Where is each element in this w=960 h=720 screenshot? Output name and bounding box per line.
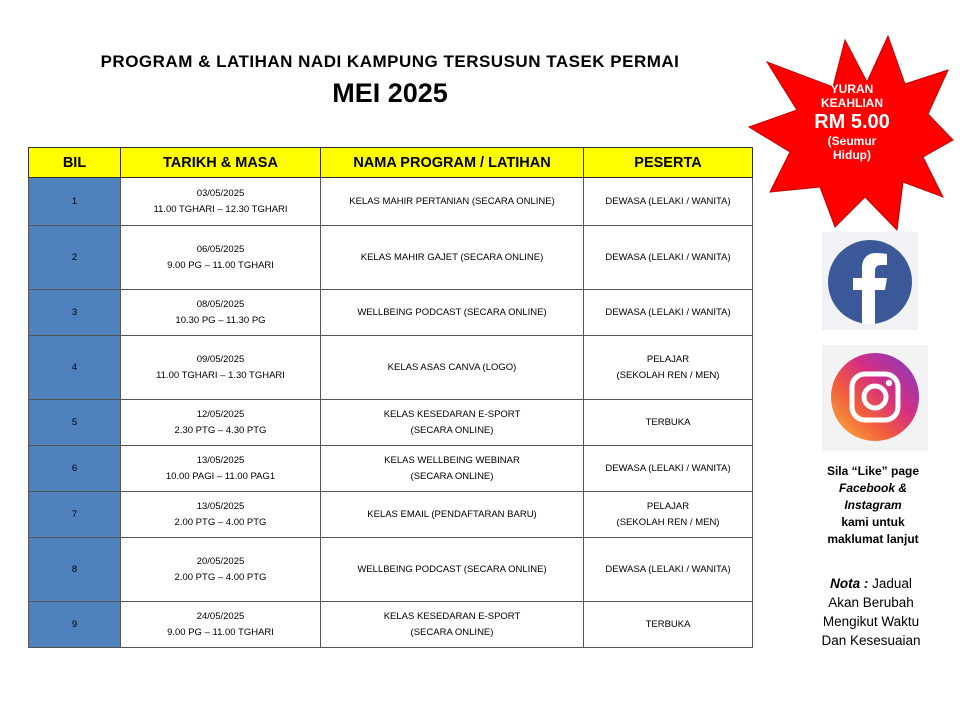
fee-line-hidup: Hidup) xyxy=(833,148,871,162)
row-program xyxy=(321,602,584,648)
table-row xyxy=(29,400,753,446)
row-program-line: KELAS ASAS CANVA (LOGO) xyxy=(387,361,517,373)
schedule-change-note: Nota : Jadual Akan Berubah Mengikut Waktu Dan Kesesuaian xyxy=(821,576,921,648)
row-program-line: WELLBEING PODCAST (SECARA ONLINE) xyxy=(357,306,547,318)
column-header-peserta: PESERTA xyxy=(584,148,753,178)
facebook-icon[interactable] xyxy=(822,232,918,330)
row-participants xyxy=(584,290,753,336)
table-row xyxy=(29,602,753,648)
row-date: 12/05/2025 xyxy=(196,408,245,420)
row-time: 10.30 PG – 11.30 PG xyxy=(175,314,266,326)
table-row xyxy=(29,290,753,336)
page-subtitle-month: MEI 2025 xyxy=(332,78,448,108)
row-time: 9.00 PG – 11.00 TGHARI xyxy=(167,259,274,271)
row-program xyxy=(321,336,584,400)
fee-amount: RM 5.00 xyxy=(814,111,890,133)
row-date-time xyxy=(121,538,321,602)
table-row xyxy=(29,226,753,290)
membership-fee-label xyxy=(800,82,904,162)
row-number: 5 xyxy=(29,400,121,446)
row-participants-line: (SEKOLAH REN / MEN) xyxy=(616,369,720,381)
row-program-line: KELAS MAHIR PERTANIAN (SECARA ONLINE) xyxy=(349,195,555,207)
row-program-line: KELAS KESEDARAN E-SPORT xyxy=(383,610,521,622)
row-participants xyxy=(584,400,753,446)
row-participants xyxy=(584,178,753,226)
row-participants-line: DEWASA (LELAKI / WANITA) xyxy=(605,195,731,207)
row-date: 13/05/2025 xyxy=(196,454,245,466)
row-program xyxy=(321,178,584,226)
row-participants xyxy=(584,226,753,290)
row-participants-line: DEWASA (LELAKI / WANITA) xyxy=(605,563,731,575)
row-time: 2.00 PTG – 4.00 PTG xyxy=(174,571,267,583)
row-program-line: (SECARA ONLINE) xyxy=(410,470,494,482)
row-participants xyxy=(584,492,753,538)
row-participants-line: DEWASA (LELAKI / WANITA) xyxy=(605,251,731,263)
schedule-table xyxy=(28,147,753,648)
row-program-line: KELAS MAHIR GAJET (SECARA ONLINE) xyxy=(360,251,544,263)
row-program-line: (SECARA ONLINE) xyxy=(410,626,494,638)
row-number: 4 xyxy=(29,336,121,400)
row-time: 9.00 PG – 11.00 TGHARI xyxy=(167,626,274,638)
row-time: 2.30 PTG – 4.30 PTG xyxy=(174,424,267,436)
row-number: 8 xyxy=(29,538,121,602)
row-participants-line: PELAJAR xyxy=(646,353,690,365)
row-date-time xyxy=(121,602,321,648)
row-program xyxy=(321,492,584,538)
row-date: 09/05/2025 xyxy=(196,353,245,365)
row-program xyxy=(321,538,584,602)
row-time: 11.00 TGHARI – 12.30 TGHARI xyxy=(153,203,288,215)
row-date-time xyxy=(121,178,321,226)
page-title: PROGRAM & LATIHAN NADI KAMPUNG TERSUSUN TASEK PERMAI xyxy=(100,52,680,71)
fee-line-yuran: YURAN xyxy=(830,82,874,96)
row-program xyxy=(321,446,584,492)
row-participants-line: (SEKOLAH REN / MEN) xyxy=(616,516,720,528)
instagram-icon[interactable] xyxy=(822,345,928,451)
row-date: 20/05/2025 xyxy=(196,555,245,567)
table-row xyxy=(29,446,753,492)
row-date-time xyxy=(121,336,321,400)
row-participants-line: PELAJAR xyxy=(646,500,690,512)
table-row xyxy=(29,538,753,602)
fee-line-keahlian: KEAHLIAN xyxy=(821,96,883,110)
table-row xyxy=(29,336,753,400)
row-participants-line: TERBUKA xyxy=(645,618,691,630)
row-number: 9 xyxy=(29,602,121,648)
row-program-line: WELLBEING PODCAST (SECARA ONLINE) xyxy=(357,563,547,575)
row-number: 6 xyxy=(29,446,121,492)
like-page-note: Sila “Like” page Facebook & Instagram kami untuk maklumat lanjut xyxy=(826,464,920,546)
row-program-line: KELAS WELLBEING WEBINAR xyxy=(384,454,520,466)
table-row xyxy=(29,492,753,538)
row-participants-line: DEWASA (LELAKI / WANITA) xyxy=(605,306,731,318)
row-program-line: KELAS KESEDARAN E-SPORT xyxy=(383,408,521,420)
row-date-time xyxy=(121,446,321,492)
row-program-line: KELAS EMAIL (PENDAFTARAN BARU) xyxy=(367,508,537,520)
column-header-tarikh-masa: TARIKH & MASA xyxy=(121,148,321,178)
row-date-time xyxy=(121,400,321,446)
row-number: 3 xyxy=(29,290,121,336)
nota-label: Nota : xyxy=(830,576,869,591)
row-participants-line: DEWASA (LELAKI / WANITA) xyxy=(605,462,731,474)
row-date: 08/05/2025 xyxy=(196,298,245,310)
row-date: 03/05/2025 xyxy=(196,187,245,199)
table-row xyxy=(29,178,753,226)
row-date-time xyxy=(121,492,321,538)
row-participants xyxy=(584,446,753,492)
column-header-bil: BIL xyxy=(29,148,121,178)
row-time: 10.00 PAGI – 11.00 PAG1 xyxy=(165,470,276,482)
row-number: 2 xyxy=(29,226,121,290)
fee-line-seumur: (Seumur xyxy=(827,134,877,148)
table-header-row xyxy=(29,148,753,178)
row-program xyxy=(321,400,584,446)
row-participants xyxy=(584,538,753,602)
row-number: 7 xyxy=(29,492,121,538)
row-participants-line: TERBUKA xyxy=(645,416,691,428)
row-time: 11.00 TGHARI – 1.30 TGHARI xyxy=(156,369,285,381)
column-header-nama-program: NAMA PROGRAM / LATIHAN xyxy=(321,148,584,178)
row-date: 13/05/2025 xyxy=(196,500,245,512)
row-date-time xyxy=(121,226,321,290)
row-program-line: (SECARA ONLINE) xyxy=(410,424,494,436)
row-number: 1 xyxy=(29,178,121,226)
row-participants xyxy=(584,336,753,400)
row-date: 06/05/2025 xyxy=(196,243,245,255)
row-program xyxy=(321,226,584,290)
row-time: 2.00 PTG – 4.00 PTG xyxy=(174,516,267,528)
row-program xyxy=(321,290,584,336)
row-date-time xyxy=(121,290,321,336)
row-date: 24/05/2025 xyxy=(196,610,245,622)
row-participants xyxy=(584,602,753,648)
